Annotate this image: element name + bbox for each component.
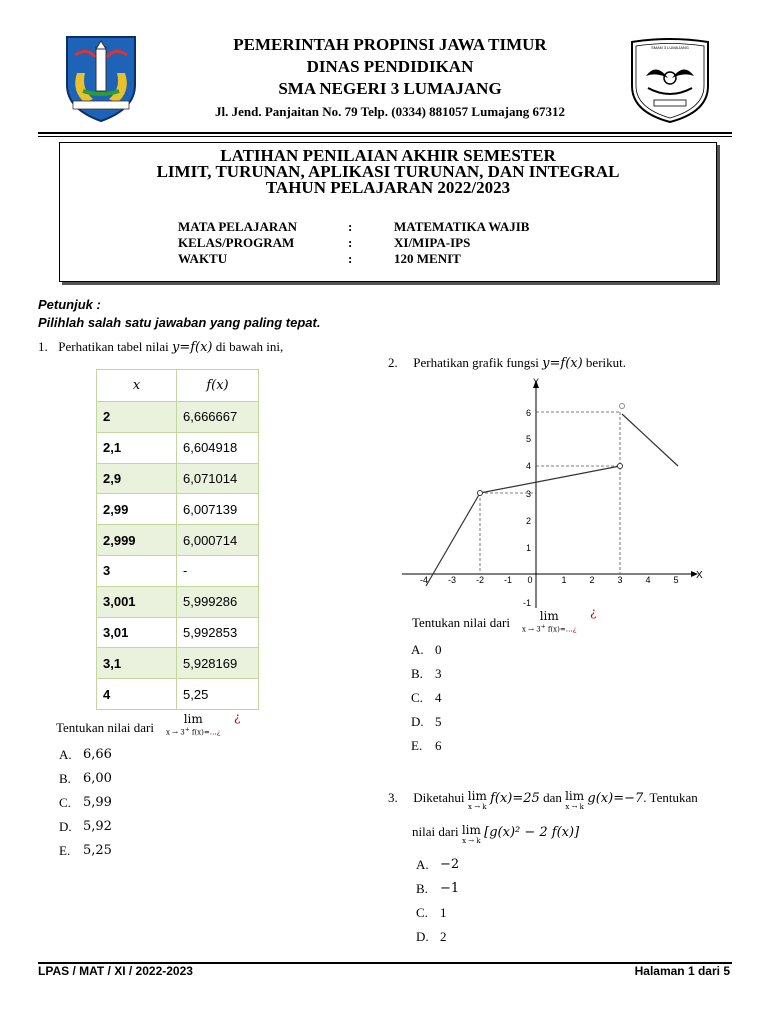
option-value: 6 bbox=[435, 738, 442, 753]
option-d[interactable] bbox=[411, 710, 442, 734]
table-row bbox=[97, 463, 259, 494]
option-label: C. bbox=[411, 690, 423, 705]
cell-x: 4 bbox=[97, 679, 177, 710]
option-value: 2 bbox=[440, 929, 447, 944]
option-b[interactable] bbox=[59, 767, 112, 791]
info-row bbox=[178, 251, 529, 267]
cell-fx: 5,25 bbox=[177, 679, 259, 710]
option-value: 4 bbox=[435, 690, 442, 705]
limit-target-expression: [g(x)² − 2 f(x)] bbox=[484, 825, 580, 840]
info-colon: : bbox=[348, 235, 353, 250]
header-government: PEMERINTAH PROPINSI JAWA TIMUR bbox=[233, 35, 547, 54]
info-value: MATEMATIKA WAJIB bbox=[394, 219, 530, 234]
g-limit-value: g(x)=−7 bbox=[587, 791, 644, 806]
header-school-name: SMA NEGERI 3 LUMAJANG bbox=[278, 79, 502, 98]
cell-x: 2,999 bbox=[97, 525, 177, 556]
limit-word: lim bbox=[183, 712, 203, 726]
y-tick-label: 6 bbox=[525, 408, 531, 418]
y-tick-label: 4 bbox=[525, 461, 531, 471]
question-1-stem bbox=[38, 339, 283, 355]
limit-approach: x → k bbox=[565, 803, 584, 811]
open-point-3-6 bbox=[620, 404, 625, 409]
header-divider-thin bbox=[38, 136, 732, 137]
footer-page-number: Halaman 1 dari 5 bbox=[634, 964, 730, 978]
open-point-minus2-3 bbox=[478, 491, 483, 496]
option-label: D. bbox=[416, 929, 429, 944]
option-c[interactable] bbox=[59, 791, 112, 815]
y-tick-label: 2 bbox=[525, 516, 531, 526]
limit-expression bbox=[462, 824, 481, 845]
table-header-row bbox=[97, 370, 259, 402]
option-value: 0 bbox=[435, 642, 442, 657]
option-value: 1 bbox=[440, 905, 447, 920]
question-2-stem bbox=[388, 355, 626, 371]
option-label: A. bbox=[411, 642, 424, 657]
y-tick-label: 1 bbox=[525, 543, 531, 553]
y-tick-label: -1 bbox=[522, 598, 531, 608]
info-key: MATA PELAJARAN bbox=[178, 219, 298, 234]
option-value: 6,66 bbox=[83, 747, 112, 762]
limit-approach: x → k bbox=[462, 837, 481, 845]
cell-x: 2,9 bbox=[97, 463, 177, 494]
function-value-table bbox=[96, 369, 259, 710]
option-value: 5,99 bbox=[83, 795, 112, 810]
limit-function: f(x)=… bbox=[547, 625, 573, 634]
footer-left: LPAS / MAT / XI / 2022-2023 bbox=[38, 964, 193, 978]
table-row bbox=[97, 679, 259, 710]
option-e[interactable] bbox=[59, 839, 112, 863]
limit-word: lim bbox=[565, 789, 585, 803]
inverted-question-mark: ¿ bbox=[590, 605, 597, 619]
cell-x: 3,01 bbox=[97, 617, 177, 648]
question-2-options bbox=[411, 638, 442, 758]
x-axis-label: X bbox=[696, 570, 703, 581]
question-text: Perhatikan tabel nilai bbox=[58, 339, 169, 354]
info-row bbox=[178, 235, 529, 251]
x-tick-label: -4 bbox=[419, 575, 429, 585]
info-key: WAKTU bbox=[178, 251, 228, 266]
conjunction: dan bbox=[543, 790, 562, 805]
question-text: Perhatikan grafik fungsi bbox=[413, 355, 539, 370]
option-value: 6,00 bbox=[83, 771, 112, 786]
option-label: B. bbox=[59, 771, 71, 786]
cell-x: 2,1 bbox=[97, 432, 177, 463]
cell-fx: - bbox=[177, 555, 259, 586]
header-address: Jl. Jend. Panjaitan No. 79 Telp. (0334) 881057 Lumajang 67312 bbox=[215, 104, 565, 119]
instructions bbox=[38, 296, 320, 332]
instructions-label: Petunjuk : bbox=[38, 297, 101, 312]
exam-title: LATIHAN PENILAIAN AKHIR SEMESTER bbox=[220, 146, 556, 165]
option-value: 5 bbox=[435, 714, 442, 729]
graph-segment-left bbox=[426, 493, 480, 586]
question-1-options bbox=[59, 743, 112, 863]
option-a[interactable] bbox=[416, 853, 459, 877]
question-text-tail: . Tentukan bbox=[643, 790, 698, 805]
table-row bbox=[97, 555, 259, 586]
open-point-3-4 bbox=[618, 464, 623, 469]
option-label: E. bbox=[411, 738, 423, 753]
cell-x: 3,1 bbox=[97, 648, 177, 679]
cell-fx: 5,928169 bbox=[177, 648, 259, 679]
question-3-ask bbox=[412, 824, 579, 845]
option-d[interactable] bbox=[59, 815, 112, 839]
limit-word: lim bbox=[461, 823, 481, 837]
school-header bbox=[150, 34, 630, 122]
table-row bbox=[97, 586, 259, 617]
option-a[interactable] bbox=[411, 638, 442, 662]
info-value: XI/MIPA-IPS bbox=[394, 235, 471, 250]
question-number: 2. bbox=[388, 355, 398, 370]
inverted-question-mark: ¿ bbox=[234, 710, 241, 724]
header-divider bbox=[38, 132, 732, 134]
option-e[interactable] bbox=[411, 734, 442, 758]
limit-subscript: x → 3+ f(x)=…¿ bbox=[522, 624, 577, 634]
cell-x: 2 bbox=[97, 402, 177, 433]
limit-approach: x → 3 bbox=[522, 625, 541, 634]
cell-fx: 6,604918 bbox=[177, 432, 259, 463]
limit-f bbox=[468, 790, 487, 811]
limit-word: lim bbox=[539, 609, 559, 623]
option-value: 3 bbox=[435, 666, 442, 681]
x-tick-label: 2 bbox=[589, 575, 595, 585]
option-label: D. bbox=[59, 819, 72, 834]
cell-x: 3,001 bbox=[97, 586, 177, 617]
question-text-tail: di bawah ini, bbox=[215, 339, 284, 354]
east-java-crest-logo bbox=[63, 33, 139, 123]
option-b[interactable] bbox=[411, 662, 442, 686]
limit-function: f(x)=… bbox=[191, 728, 217, 737]
cell-fx: 6,007139 bbox=[177, 494, 259, 525]
exam-subject-topics: LIMIT, TURUNAN, APLIKASI TURUNAN, DAN INTEGRAL bbox=[156, 162, 620, 181]
info-colon: : bbox=[348, 219, 353, 234]
function-graph bbox=[396, 376, 712, 612]
cell-fx: 6,666667 bbox=[177, 402, 259, 433]
table-row bbox=[97, 432, 259, 463]
option-value: 5,25 bbox=[83, 843, 112, 858]
option-label: D. bbox=[411, 714, 424, 729]
function-expression: y=f(x) bbox=[171, 340, 213, 355]
question-text: Diketahui bbox=[413, 790, 465, 805]
option-label: A. bbox=[416, 857, 429, 872]
option-d[interactable] bbox=[416, 925, 459, 949]
limit-expression bbox=[166, 710, 241, 737]
ask-text: Tentukan nilai dari bbox=[412, 615, 511, 630]
option-label: E. bbox=[59, 843, 71, 858]
option-label: C. bbox=[59, 795, 71, 810]
instructions-text: Pilihlah salah satu jawaban yang paling tepat. bbox=[38, 315, 321, 330]
limit-expression bbox=[522, 605, 597, 634]
table-header-x: x bbox=[97, 370, 177, 402]
info-value: 120 MENIT bbox=[394, 251, 461, 266]
x-tick-label: 3 bbox=[617, 575, 623, 585]
limit-g bbox=[565, 790, 584, 811]
exam-info-box bbox=[59, 142, 717, 282]
question-text-tail: berikut. bbox=[585, 355, 626, 370]
y-tick-label: 5 bbox=[525, 434, 531, 444]
graph-segment-middle bbox=[480, 466, 620, 493]
option-b[interactable] bbox=[416, 877, 459, 901]
table-row bbox=[97, 525, 259, 556]
option-label: B. bbox=[416, 881, 428, 896]
graph-segment-right bbox=[622, 414, 678, 466]
option-a[interactable] bbox=[59, 743, 112, 767]
table-row bbox=[97, 617, 259, 648]
x-tick-label: 4 bbox=[645, 575, 651, 585]
x-tick-label: -3 bbox=[447, 575, 457, 585]
exam-info-table bbox=[178, 219, 529, 267]
cell-x: 3 bbox=[97, 555, 177, 586]
table-header-fx: f(x) bbox=[177, 370, 259, 402]
x-tick-label: 0 bbox=[527, 575, 533, 585]
option-c[interactable] bbox=[411, 686, 442, 710]
option-value: −1 bbox=[440, 881, 460, 896]
question-number: 3. bbox=[388, 790, 398, 805]
question-3-options bbox=[416, 853, 459, 949]
function-expression: y=f(x) bbox=[542, 356, 583, 371]
option-value: −2 bbox=[440, 857, 460, 872]
cell-fx: 6,000714 bbox=[177, 525, 259, 556]
y-axis-label: Y bbox=[533, 377, 540, 387]
exam-academic-year: TAHUN PELAJARAN 2022/2023 bbox=[265, 178, 511, 197]
x-tick-label: 5 bbox=[673, 575, 679, 585]
table-row bbox=[97, 648, 259, 679]
info-row bbox=[178, 219, 529, 235]
x-tick-label: -1 bbox=[503, 575, 513, 585]
question-2-ask bbox=[412, 615, 510, 631]
info-key: KELAS/PROGRAM bbox=[178, 235, 295, 250]
cell-fx: 6,071014 bbox=[177, 463, 259, 494]
limit-approach: x → 3 bbox=[166, 728, 185, 737]
limit-word: lim bbox=[467, 789, 487, 803]
cell-fx: 5,992853 bbox=[177, 617, 259, 648]
option-label: A. bbox=[59, 747, 72, 762]
option-c[interactable] bbox=[416, 901, 459, 925]
school-emblem-text: SMAN 3 LUMAJANG bbox=[651, 45, 689, 50]
limit-approach: x → k bbox=[468, 803, 487, 811]
limit-subscript: x → 3+ f(x)=…¿ bbox=[166, 727, 221, 737]
school-emblem-logo bbox=[628, 38, 712, 124]
option-label: C. bbox=[416, 905, 428, 920]
question-1-ask bbox=[56, 720, 154, 736]
f-limit-value: f(x)=25 bbox=[490, 791, 540, 806]
question-3-stem bbox=[388, 790, 732, 811]
y-tick-label: 3 bbox=[525, 489, 531, 499]
x-tick-label: 1 bbox=[561, 575, 567, 585]
table-row bbox=[97, 402, 259, 433]
ask-text: Tentukan nilai dari bbox=[56, 720, 155, 735]
info-colon: : bbox=[348, 251, 353, 266]
question-number: 1. bbox=[38, 339, 48, 354]
cell-x: 2,99 bbox=[97, 494, 177, 525]
x-tick-label: -2 bbox=[475, 575, 485, 585]
option-label: B. bbox=[411, 666, 423, 681]
table-row bbox=[97, 494, 259, 525]
cell-fx: 5,999286 bbox=[177, 586, 259, 617]
header-department: DINAS PENDIDIKAN bbox=[306, 57, 474, 76]
option-value: 5,92 bbox=[83, 819, 112, 834]
ask-text: nilai dari bbox=[412, 824, 459, 839]
